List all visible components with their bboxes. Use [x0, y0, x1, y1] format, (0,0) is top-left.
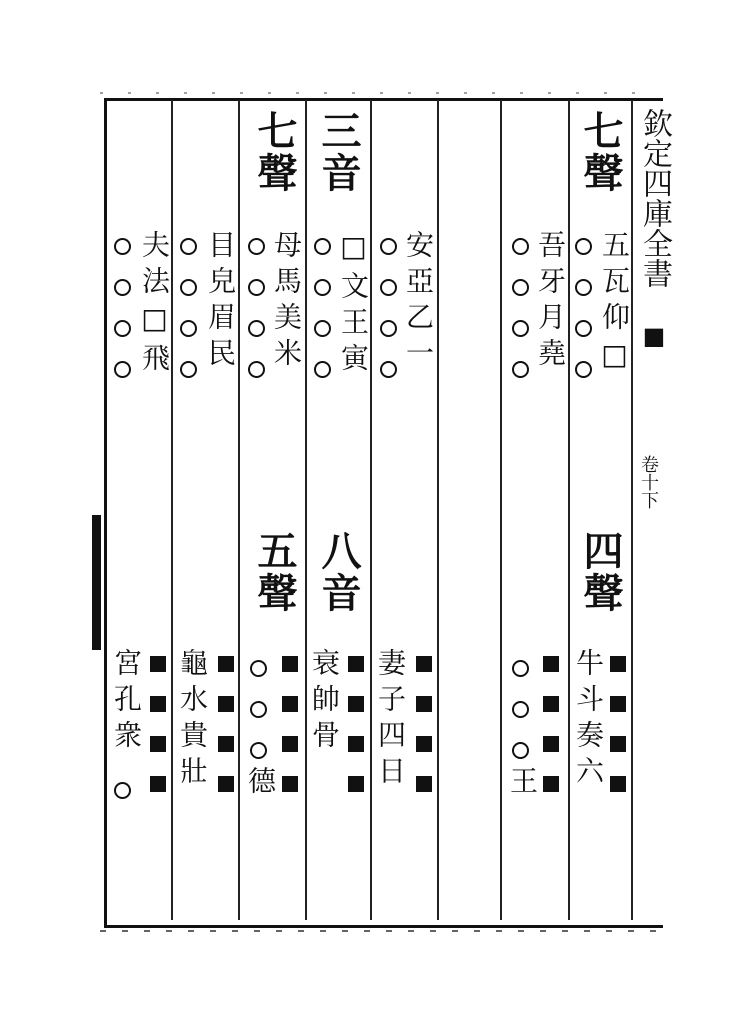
- col5-lower-heading: 五聲: [251, 530, 298, 614]
- col1-upper-text: 五瓦仰□: [598, 230, 631, 379]
- col7-lower-circle: [114, 782, 131, 823]
- col5-upper-text: 母馬美米: [270, 230, 303, 374]
- column-rule: [631, 100, 633, 920]
- volume-label: 卷十下: [638, 455, 659, 509]
- col7-lower-marks: [150, 656, 166, 816]
- col1-lower-heading: 四聲: [577, 530, 624, 614]
- col1-heading: 七聲: [577, 110, 624, 194]
- col6-lower-marks: [218, 656, 234, 816]
- col3-upper-marks: [380, 238, 397, 402]
- col4-upper-text: □文王寅: [337, 230, 370, 379]
- col2-upper-text: 吾牙月堯: [534, 230, 567, 374]
- circle-mark: [575, 279, 592, 296]
- book-title: 欽定四庫全書: [637, 108, 672, 288]
- col3-upper-text: 安亞乙一: [402, 230, 435, 374]
- col6-upper-marks: [180, 238, 197, 402]
- col7-upper-marks: [114, 238, 131, 402]
- col3-lower-marks: [416, 656, 432, 816]
- section-mark: ■: [640, 322, 668, 350]
- column-rule: [370, 100, 372, 920]
- column-rule: [238, 100, 240, 920]
- column-rule: [500, 100, 502, 920]
- column-rule: [568, 100, 570, 920]
- col5-lower-circles: [250, 660, 267, 783]
- col6-upper-text: 目皃眉民: [204, 230, 237, 374]
- col5-lower-text: 德: [244, 766, 277, 802]
- col4-upper-marks: [314, 238, 331, 402]
- col2-upper-marks: [512, 238, 529, 402]
- col5-upper-marks: [248, 238, 265, 402]
- col4-lower-heading: 八音: [315, 530, 362, 614]
- col5-heading: 七聲: [251, 110, 298, 194]
- col1-lower-text: 牛斗奏六: [572, 648, 605, 792]
- col5-lower-marks: [282, 656, 298, 816]
- top-noise: [100, 92, 660, 94]
- col1-lower-marks: [610, 656, 626, 816]
- circle-mark: [575, 320, 592, 337]
- page-frame: [104, 98, 663, 928]
- col4-lower-text: 衰帥骨: [308, 648, 341, 756]
- column-rule: [437, 100, 439, 920]
- col7-upper-text: 夫法□飛: [138, 230, 171, 379]
- column-rule: [305, 100, 307, 920]
- col6-lower-text: 龜水貴壯: [176, 648, 209, 792]
- column-rule: [171, 100, 173, 920]
- circle-mark: [575, 238, 592, 255]
- col7-lower-text: 宮孔衆: [110, 648, 143, 756]
- col2-lower-marks: [543, 656, 559, 816]
- binding-mark: [92, 515, 101, 650]
- col4-lower-marks: [348, 656, 364, 816]
- circle-mark: [575, 361, 592, 378]
- col4-heading: 三音: [315, 110, 362, 194]
- col3-lower-text: 妻子四日: [374, 648, 407, 792]
- col2-lower-text: 王: [506, 766, 539, 802]
- col1-upper-marks: [575, 238, 592, 402]
- col2-lower-circles: [512, 660, 529, 783]
- bottom-noise: [100, 930, 660, 932]
